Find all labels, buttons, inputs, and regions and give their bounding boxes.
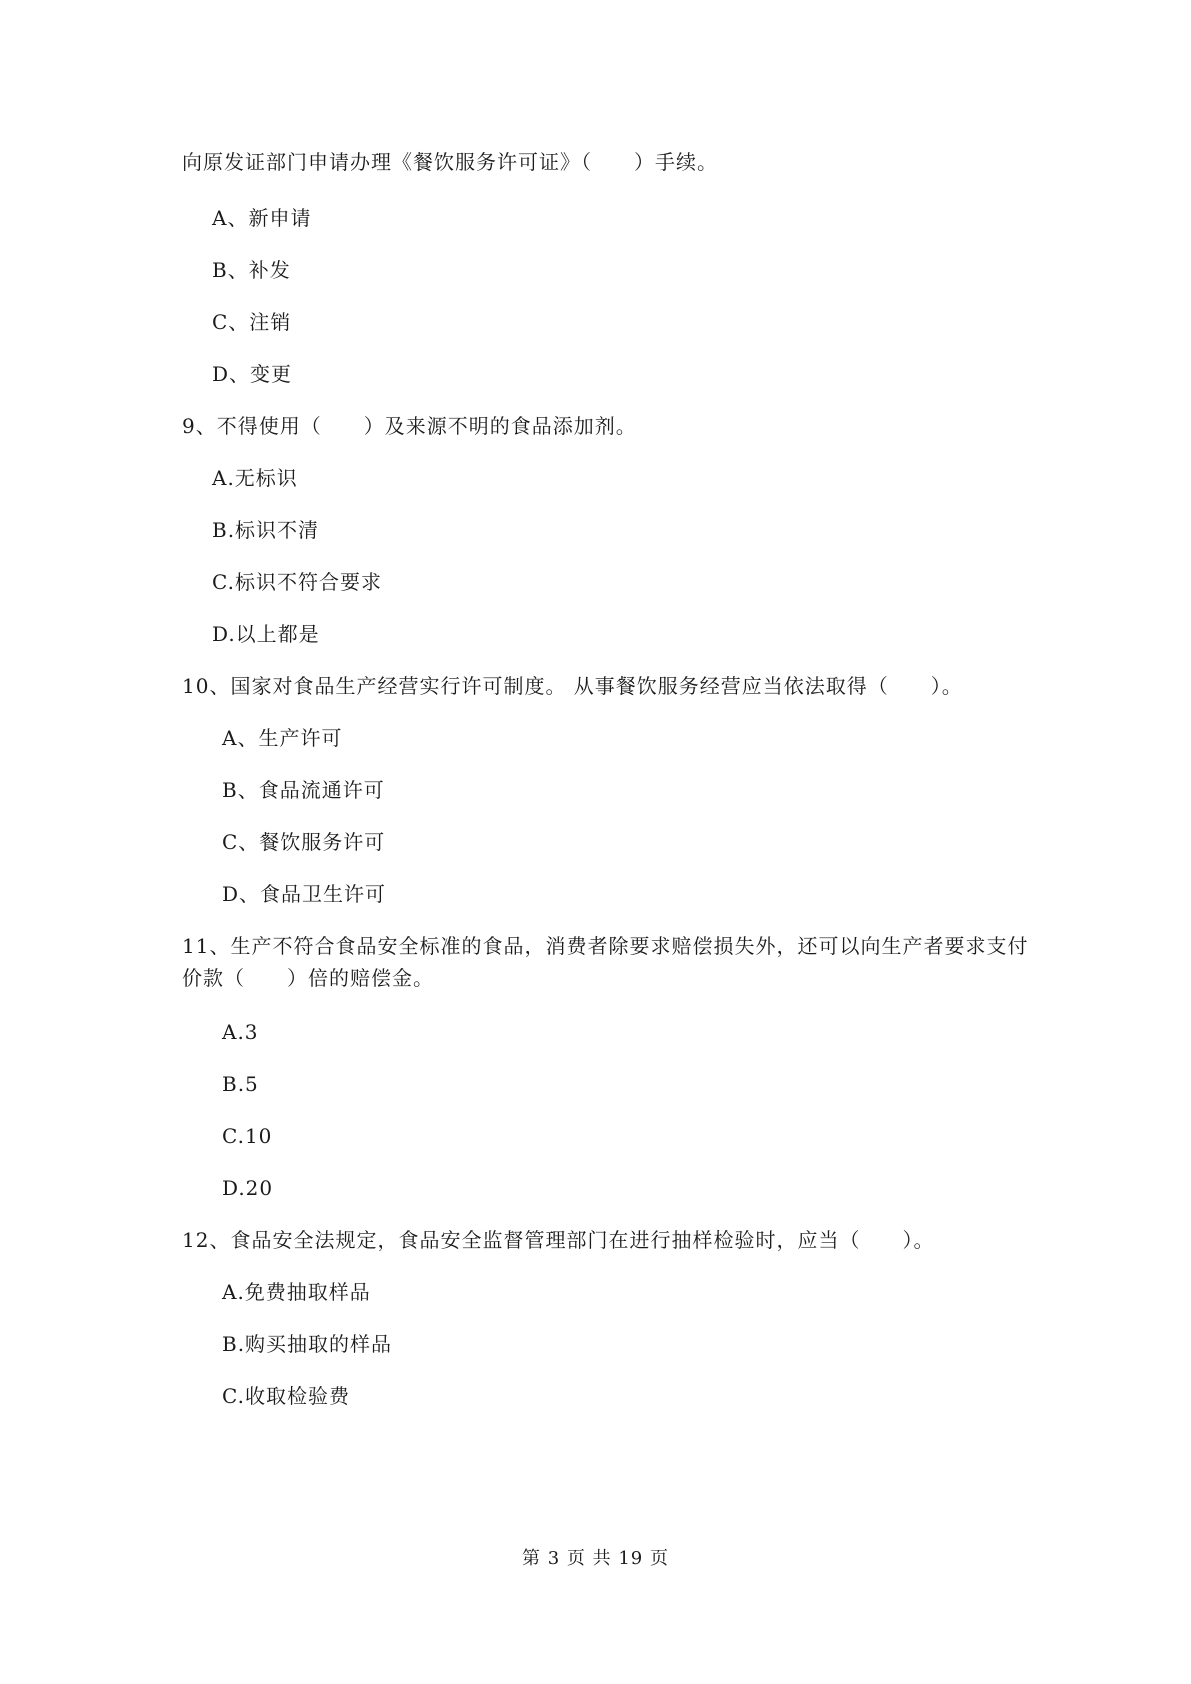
question-10-text: 10、国家对食品生产经营实行许可制度。 从事餐饮服务经营应当依法取得（ ）。 <box>182 674 963 698</box>
question-11-option-a: A.3 <box>222 1020 259 1044</box>
question-12-text: 12、食品安全法规定，食品安全监督管理部门在进行抽样检验时，应当（ ）。 <box>182 1228 935 1252</box>
question-8-option-b: B、补发 <box>212 258 291 282</box>
question-10-option-b: B、食品流通许可 <box>222 778 385 802</box>
question-8-option-c: C、注销 <box>212 310 292 334</box>
question-8-option-a: A、新申请 <box>212 206 312 230</box>
question-10-option-c: C、餐饮服务许可 <box>222 830 386 854</box>
question-12-option-b: B.购买抽取的样品 <box>222 1332 393 1356</box>
question-9-option-c: C.标识不符合要求 <box>212 570 382 594</box>
question-9-option-b: B.标识不清 <box>212 518 320 542</box>
page-number-footer: 第 3 页 共 19 页 <box>522 1548 669 1569</box>
question-11-text-line-2: 价款（ ）倍的赔偿金。 <box>182 966 434 990</box>
question-11-option-b: B.5 <box>222 1072 259 1096</box>
question-9-option-a: A.无标识 <box>212 466 298 490</box>
question-10-option-d: D、食品卫生许可 <box>222 882 387 906</box>
question-8-continuation: 向原发证部门申请办理《餐饮服务许可证》（ ）手续。 <box>182 150 718 174</box>
question-12-option-c: C.收取检验费 <box>222 1384 350 1408</box>
question-10-option-a: A、生产许可 <box>222 726 343 750</box>
question-8-option-d: D、变更 <box>212 362 293 386</box>
question-9-text: 9、不得使用（ ）及来源不明的食品添加剂。 <box>182 414 637 438</box>
question-11-option-c: C.10 <box>222 1124 273 1148</box>
question-11-text-line-1: 11、生产不符合食品安全标准的食品，消费者除要求赔偿损失外，还可以向生产者要求支付 <box>182 934 1029 958</box>
question-12-option-a: A.免费抽取样品 <box>222 1280 371 1304</box>
question-9-option-d: D.以上都是 <box>212 622 320 646</box>
question-11-option-d: D.20 <box>222 1176 274 1200</box>
